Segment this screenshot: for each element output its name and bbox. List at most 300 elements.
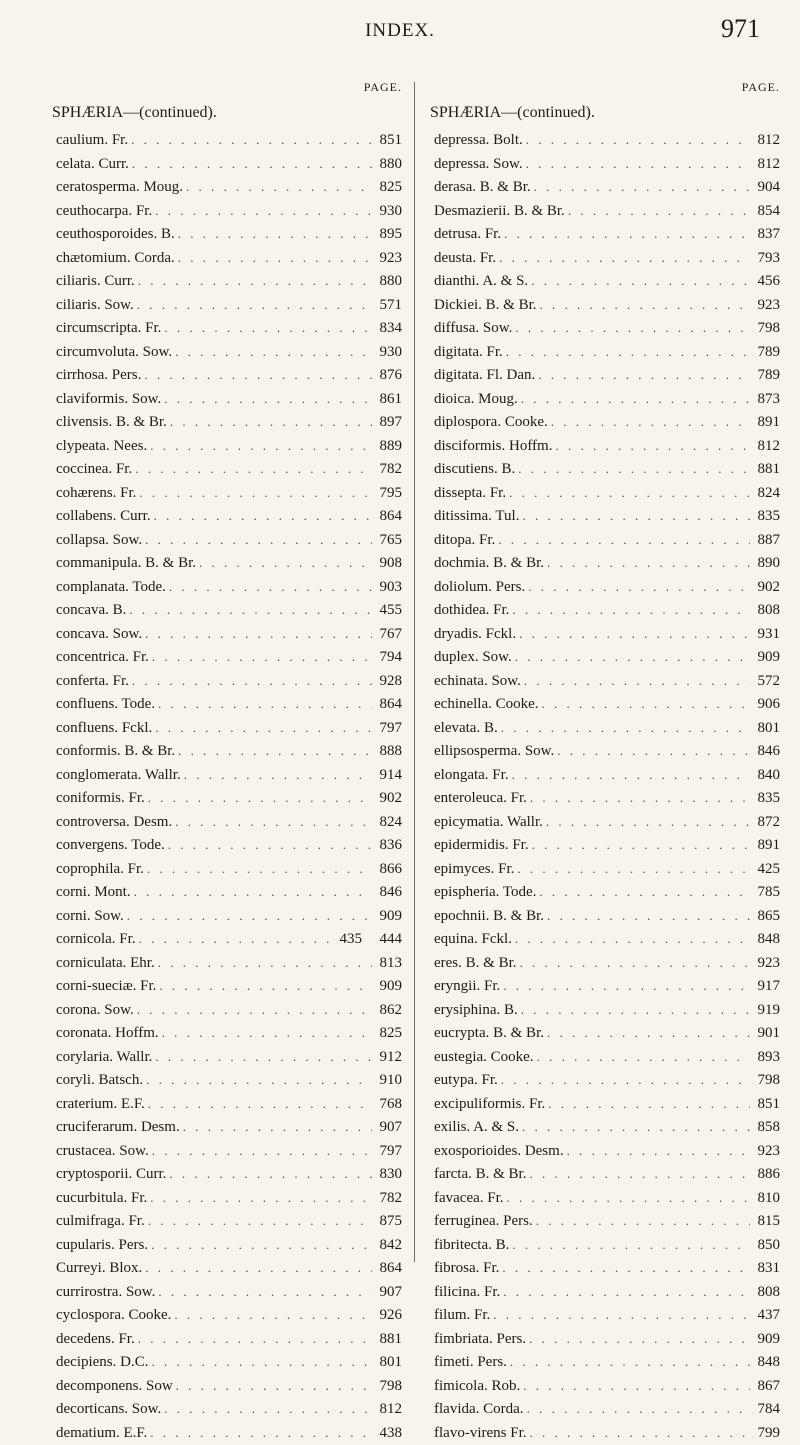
index-entry <box>52 904 402 928</box>
entry-text: commanipula. B. & Br. <box>52 552 196 576</box>
entry-page: 910 <box>372 1069 402 1093</box>
index-entry <box>430 1068 780 1092</box>
dot-leader <box>147 1421 372 1445</box>
entry-page: 789 <box>750 364 780 388</box>
index-entry <box>52 739 402 763</box>
page-column-label: PAGE. <box>364 80 402 95</box>
index-entry <box>52 316 402 340</box>
entry-page: 798 <box>750 317 780 341</box>
index-entry <box>52 1350 402 1374</box>
dot-leader <box>161 1397 372 1421</box>
index-entry <box>52 1162 402 1186</box>
dot-leader <box>149 1139 372 1163</box>
entry-page: 825 <box>372 1022 402 1046</box>
entry-text: corni. Sow. <box>52 905 124 929</box>
index-entry <box>430 1115 780 1139</box>
index-entry <box>52 528 402 552</box>
entry-page: 437 <box>750 1304 780 1328</box>
entry-text: depressa. Sow. <box>430 153 523 177</box>
dot-leader <box>526 1421 750 1445</box>
entry-page: 893 <box>750 1046 780 1070</box>
entry-page: 812 <box>750 129 780 153</box>
index-entry <box>52 716 402 740</box>
entry-page: 797 <box>372 717 402 741</box>
dot-leader <box>175 246 372 270</box>
index-entry <box>52 833 402 857</box>
index-entry <box>52 998 402 1022</box>
index-entry <box>430 457 780 481</box>
dot-leader <box>181 763 372 787</box>
entry-page: 810 <box>750 1187 780 1211</box>
index-entry <box>52 551 402 575</box>
index-entry <box>430 481 780 505</box>
entry-text: complanata. Tode. <box>52 576 166 600</box>
dot-leader <box>534 1045 750 1069</box>
running-head <box>0 10 800 50</box>
entry-page: 902 <box>750 576 780 600</box>
index-entry <box>430 199 780 223</box>
index-entry <box>430 1397 780 1421</box>
entry-page: 917 <box>750 975 780 999</box>
entry-page: 887 <box>750 529 780 553</box>
entry-page: 812 <box>750 153 780 177</box>
dot-leader <box>514 857 750 881</box>
dot-leader <box>152 716 372 740</box>
entry-page: 904 <box>750 176 780 200</box>
index-entry <box>430 692 780 716</box>
dot-leader <box>499 1256 750 1280</box>
entry-text: fibritecta. B. <box>430 1234 509 1258</box>
index-entry <box>52 246 402 270</box>
entry-text: confluens. Fckl. <box>52 717 152 741</box>
dot-leader <box>509 1233 750 1257</box>
dot-leader <box>166 575 372 599</box>
index-entry <box>430 1021 780 1045</box>
index-entry <box>52 481 402 505</box>
entry-page: 872 <box>750 811 780 835</box>
dot-leader <box>155 951 372 975</box>
dot-leader <box>175 739 372 763</box>
dot-leader <box>128 128 372 152</box>
dot-leader <box>167 410 372 434</box>
index-entry <box>52 763 402 787</box>
index-entry <box>52 340 402 364</box>
entry-page: 782 <box>372 458 402 482</box>
entry-page: 798 <box>372 1375 402 1399</box>
index-entry <box>430 1162 780 1186</box>
index-entry <box>430 504 780 528</box>
entry-text: cirrhosa. Pers. <box>52 364 141 388</box>
entry-text: cucurbitula. Fr. <box>52 1187 147 1211</box>
dot-leader <box>552 434 750 458</box>
entry-text: coniformis. Fr. <box>52 787 145 811</box>
dot-leader <box>521 669 750 693</box>
index-entry <box>52 363 402 387</box>
dot-leader <box>539 692 750 716</box>
entry-page: 906 <box>750 693 780 717</box>
entry-page: 912 <box>372 1046 402 1070</box>
entry-page: 813 <box>372 952 402 976</box>
entry-page: 902 <box>372 787 402 811</box>
dot-leader <box>148 1233 372 1257</box>
entry-page: 875 <box>372 1210 402 1234</box>
entry-text: elongata. Fr. <box>430 764 509 788</box>
entry-page: 895 <box>372 223 402 247</box>
entry-text: convergens. Tode. <box>52 834 165 858</box>
index-entry <box>430 833 780 857</box>
dot-leader <box>183 175 372 199</box>
entry-page: 765 <box>372 529 402 553</box>
entry-text: culmifraga. Fr. <box>52 1210 145 1234</box>
entry-page: 782 <box>372 1187 402 1211</box>
index-entry <box>430 645 780 669</box>
entry-page: 908 <box>372 552 402 576</box>
index-entry <box>52 1115 402 1139</box>
dot-leader <box>142 622 372 646</box>
dot-leader <box>136 481 372 505</box>
entry-text: filicina. Fr. <box>430 1281 500 1305</box>
dot-leader <box>535 363 750 387</box>
entry-page: 834 <box>372 317 402 341</box>
dot-leader <box>496 246 750 270</box>
dot-leader <box>147 1186 372 1210</box>
entry-text: corona. Sow. <box>52 999 134 1023</box>
dot-leader <box>495 528 750 552</box>
entry-text: controversa. Desm. <box>52 811 172 835</box>
entry-text: derasa. B. & Br. <box>430 176 531 200</box>
index-entry <box>430 1092 780 1116</box>
section-heading: SPHÆRIA—(continued). <box>430 104 595 122</box>
dot-leader <box>145 1209 372 1233</box>
entry-list-right <box>430 128 780 1444</box>
entry-text: digitata. Fl. Dan. <box>430 364 535 388</box>
dot-leader <box>512 927 750 951</box>
entry-text: coronata. Hoffm. <box>52 1022 159 1046</box>
index-entry <box>430 1280 780 1304</box>
entry-text: circumscripta. Fr. <box>52 317 161 341</box>
entry-text: conferta. Fr. <box>52 670 129 694</box>
entry-text: coryli. Batsch. <box>52 1069 143 1093</box>
entry-page: 891 <box>750 411 780 435</box>
entry-page: 846 <box>750 740 780 764</box>
entry-text: elevata. B. <box>430 717 498 741</box>
entry-page: 848 <box>750 928 780 952</box>
entry-text: crustacea. Sow. <box>52 1140 149 1164</box>
dot-leader <box>172 810 372 834</box>
entry-text: equina. Fckl. <box>430 928 512 952</box>
entry-text: ellipsosperma. Sow. <box>430 740 554 764</box>
dot-leader <box>126 598 372 622</box>
entry-text: flavida. Corda. <box>430 1398 524 1422</box>
index-entry <box>52 1045 402 1069</box>
entry-page: 767 <box>372 623 402 647</box>
entry-text: epimyces. Fr. <box>430 858 514 882</box>
dot-leader <box>512 316 750 340</box>
entry-text: ciliaris. Sow. <box>52 294 134 318</box>
index-entry <box>430 434 780 458</box>
dot-leader <box>124 904 372 928</box>
entry-page: 862 <box>372 999 402 1023</box>
entry-text: dematium. E.F. <box>52 1422 147 1445</box>
dot-leader <box>523 128 750 152</box>
index-entry <box>52 269 402 293</box>
entry-page: 812 <box>750 435 780 459</box>
entry-text: enteroleuca. Fr. <box>430 787 527 811</box>
entry-page: 923 <box>372 247 402 271</box>
index-entry <box>430 1374 780 1398</box>
entry-text: cryptosporii. Curr. <box>52 1163 166 1187</box>
entry-page: 812 <box>372 1398 402 1422</box>
running-title: INDEX. <box>0 20 800 42</box>
dot-leader <box>529 833 750 857</box>
entry-page: 907 <box>372 1281 402 1305</box>
entry-text: fimeti. Pers. <box>430 1351 507 1375</box>
entry-text: clypeata. Nees. <box>52 435 147 459</box>
entry-text: echinata. Sow. <box>430 670 521 694</box>
entry-page: 876 <box>372 364 402 388</box>
page-column-label: PAGE. <box>742 80 780 95</box>
entry-page: 928 <box>372 670 402 694</box>
dot-leader <box>129 152 372 176</box>
entry-page: 836 <box>372 834 402 858</box>
dot-leader <box>509 598 750 622</box>
dot-leader <box>141 363 372 387</box>
entry-page: 858 <box>750 1116 780 1140</box>
index-entry <box>430 293 780 317</box>
entry-page: 888 <box>372 740 402 764</box>
entry-page: 571 <box>372 294 402 318</box>
dot-leader <box>506 481 750 505</box>
index-entry <box>430 598 780 622</box>
dot-leader <box>504 1186 750 1210</box>
dot-leader <box>536 880 750 904</box>
dot-leader <box>159 1021 372 1045</box>
entry-text: epidermidis. Fr. <box>430 834 529 858</box>
dot-leader <box>503 340 750 364</box>
entry-page: 455 <box>372 599 402 623</box>
entry-text: favacea. Fr. <box>430 1187 504 1211</box>
entry-text: clivensis. B. & Br. <box>52 411 167 435</box>
index-entry <box>52 1186 402 1210</box>
index-entry <box>430 927 780 951</box>
index-entry <box>52 951 402 975</box>
entry-page: 837 <box>750 223 780 247</box>
dot-leader <box>518 387 750 411</box>
entry-page: 923 <box>750 294 780 318</box>
dot-leader <box>526 1327 750 1351</box>
entry-page: 835 <box>750 505 780 529</box>
dot-leader <box>548 410 750 434</box>
dot-leader <box>148 1350 372 1374</box>
entry-page: 909 <box>372 905 402 929</box>
entry-text: eucrypta. B. & Br. <box>430 1022 544 1046</box>
index-entry <box>430 974 780 998</box>
dot-leader <box>144 857 372 881</box>
dot-leader <box>171 1303 372 1327</box>
entry-page-extra: 435 <box>332 928 362 952</box>
index-entry <box>52 175 402 199</box>
index-entry <box>52 880 402 904</box>
entry-text: corniculata. Ehr. <box>52 952 155 976</box>
index-entry <box>52 293 402 317</box>
entry-page: 891 <box>750 834 780 858</box>
entry-text: currirostra. Sow. <box>52 1281 155 1305</box>
entry-text: filum. Fr. <box>430 1304 490 1328</box>
entry-text: echinella. Cooke. <box>430 693 539 717</box>
dot-leader <box>142 1256 372 1280</box>
index-entry <box>52 152 402 176</box>
entry-page: 897 <box>372 411 402 435</box>
column-divider <box>414 82 415 1262</box>
entry-text: disciformis. Hoffm. <box>430 435 552 459</box>
dot-leader <box>196 551 372 575</box>
dot-leader <box>172 340 372 364</box>
entry-text: collabens. Curr. <box>52 505 151 529</box>
dot-leader <box>129 669 372 693</box>
dot-leader <box>161 316 372 340</box>
dot-leader <box>519 504 750 528</box>
index-entry <box>430 222 780 246</box>
dot-leader <box>131 880 372 904</box>
entry-page: 880 <box>372 153 402 177</box>
index-entry <box>52 1374 402 1398</box>
entry-text: detrusa. Fr. <box>430 223 501 247</box>
entry-page: 930 <box>372 341 402 365</box>
entry-text: dothidea. Fr. <box>430 599 509 623</box>
entry-page: 901 <box>750 1022 780 1046</box>
entry-page: 880 <box>372 270 402 294</box>
entry-text: craterium. E.F. <box>52 1093 145 1117</box>
index-entry <box>52 669 402 693</box>
entry-text: coprophila. Fr. <box>52 858 144 882</box>
entry-text: depressa. Bolt. <box>430 129 523 153</box>
entry-text: dissepta. Fr. <box>430 482 506 506</box>
index-entry <box>52 1021 402 1045</box>
index-entry <box>430 739 780 763</box>
entry-list-left <box>52 128 402 1444</box>
entry-page: 851 <box>372 129 402 153</box>
index-entry <box>52 1233 402 1257</box>
index-entry <box>430 1350 780 1374</box>
entry-page: 865 <box>750 905 780 929</box>
entry-text: chætomium. Corda. <box>52 247 175 271</box>
entry-text: concentrica. Fr. <box>52 646 149 670</box>
entry-text: dioica. Moug. <box>430 388 518 412</box>
entry-page: 890 <box>750 552 780 576</box>
entry-text: epochnii. B. & Br. <box>430 905 544 929</box>
entry-page: 930 <box>372 200 402 224</box>
entry-page: 808 <box>750 1281 780 1305</box>
index-entry <box>430 763 780 787</box>
entry-page: 425 <box>750 858 780 882</box>
entry-text: ditissima. Tul. <box>430 505 519 529</box>
entry-text: exilis. A. & S. <box>430 1116 519 1140</box>
entry-page: 909 <box>372 975 402 999</box>
index-entry <box>52 1256 402 1280</box>
dot-leader <box>498 1068 750 1092</box>
entry-text: decedens. Fr. <box>52 1328 135 1352</box>
entry-text: dryadis. Fckl. <box>430 623 516 647</box>
dot-leader <box>498 716 750 740</box>
index-entry <box>52 1139 402 1163</box>
index-entry <box>52 1209 402 1233</box>
index-entry <box>52 387 402 411</box>
entry-text: excipuliformis. Fr. <box>430 1093 545 1117</box>
entry-text: cyclospora. Cooke. <box>52 1304 171 1328</box>
entry-page: 866 <box>372 858 402 882</box>
dot-leader <box>490 1303 750 1327</box>
entry-text: eryngii. Fr. <box>430 975 500 999</box>
dot-leader <box>515 457 750 481</box>
entry-page: 815 <box>750 1210 780 1234</box>
entry-page: 926 <box>372 1304 402 1328</box>
entry-text: decomponens. Sow <box>52 1375 173 1399</box>
dot-leader <box>512 645 750 669</box>
dot-leader <box>518 998 750 1022</box>
entry-text: confluens. Tode. <box>52 693 155 717</box>
entry-page: 824 <box>372 811 402 835</box>
entry-text: caulium. Fr. <box>52 129 128 153</box>
index-entry <box>52 1397 402 1421</box>
entry-page: 903 <box>372 576 402 600</box>
dot-leader <box>173 1374 372 1398</box>
entry-page: 848 <box>750 1351 780 1375</box>
dot-leader <box>500 974 750 998</box>
index-entry <box>430 175 780 199</box>
entry-text: cornicola. Fr. <box>52 928 136 952</box>
entry-page: 456 <box>750 270 780 294</box>
entry-page: 923 <box>750 952 780 976</box>
entry-page: 923 <box>750 1140 780 1164</box>
entry-text: flavo-virens Fr. <box>430 1422 526 1445</box>
dot-leader <box>156 974 372 998</box>
index-entry <box>52 128 402 152</box>
entry-text: ceuthocarpa. Fr. <box>52 200 152 224</box>
index-entry <box>52 810 402 834</box>
index-entry <box>430 1186 780 1210</box>
entry-page: 864 <box>372 693 402 717</box>
dot-leader <box>136 927 332 951</box>
dot-leader <box>543 810 750 834</box>
dot-leader <box>152 1045 372 1069</box>
entry-text: dianthi. A. & S. <box>430 270 528 294</box>
dot-leader <box>135 269 372 293</box>
entry-text: fimicola. Rob. <box>430 1375 520 1399</box>
entry-page: 889 <box>372 435 402 459</box>
dot-leader <box>565 199 750 223</box>
index-entry <box>430 998 780 1022</box>
entry-text: erysiphina. B. <box>430 999 518 1023</box>
entry-page: 850 <box>750 1234 780 1258</box>
entry-page: 794 <box>372 646 402 670</box>
dot-leader <box>526 1162 750 1186</box>
index-entry <box>52 622 402 646</box>
dot-leader <box>507 1350 750 1374</box>
entry-page: 795 <box>372 482 402 506</box>
dot-leader <box>180 1115 372 1139</box>
entry-text: decipiens. D.C. <box>52 1351 148 1375</box>
index-entry <box>52 504 402 528</box>
entry-text: Desmazierii. B. & Br. <box>430 200 565 224</box>
entry-page: 909 <box>750 1328 780 1352</box>
entry-page: 864 <box>372 1257 402 1281</box>
entry-text: corni. Mont. <box>52 881 131 905</box>
index-entry <box>52 598 402 622</box>
dot-leader <box>161 387 372 411</box>
dot-leader <box>544 904 750 928</box>
index-entry <box>430 387 780 411</box>
index-entry <box>52 1303 402 1327</box>
